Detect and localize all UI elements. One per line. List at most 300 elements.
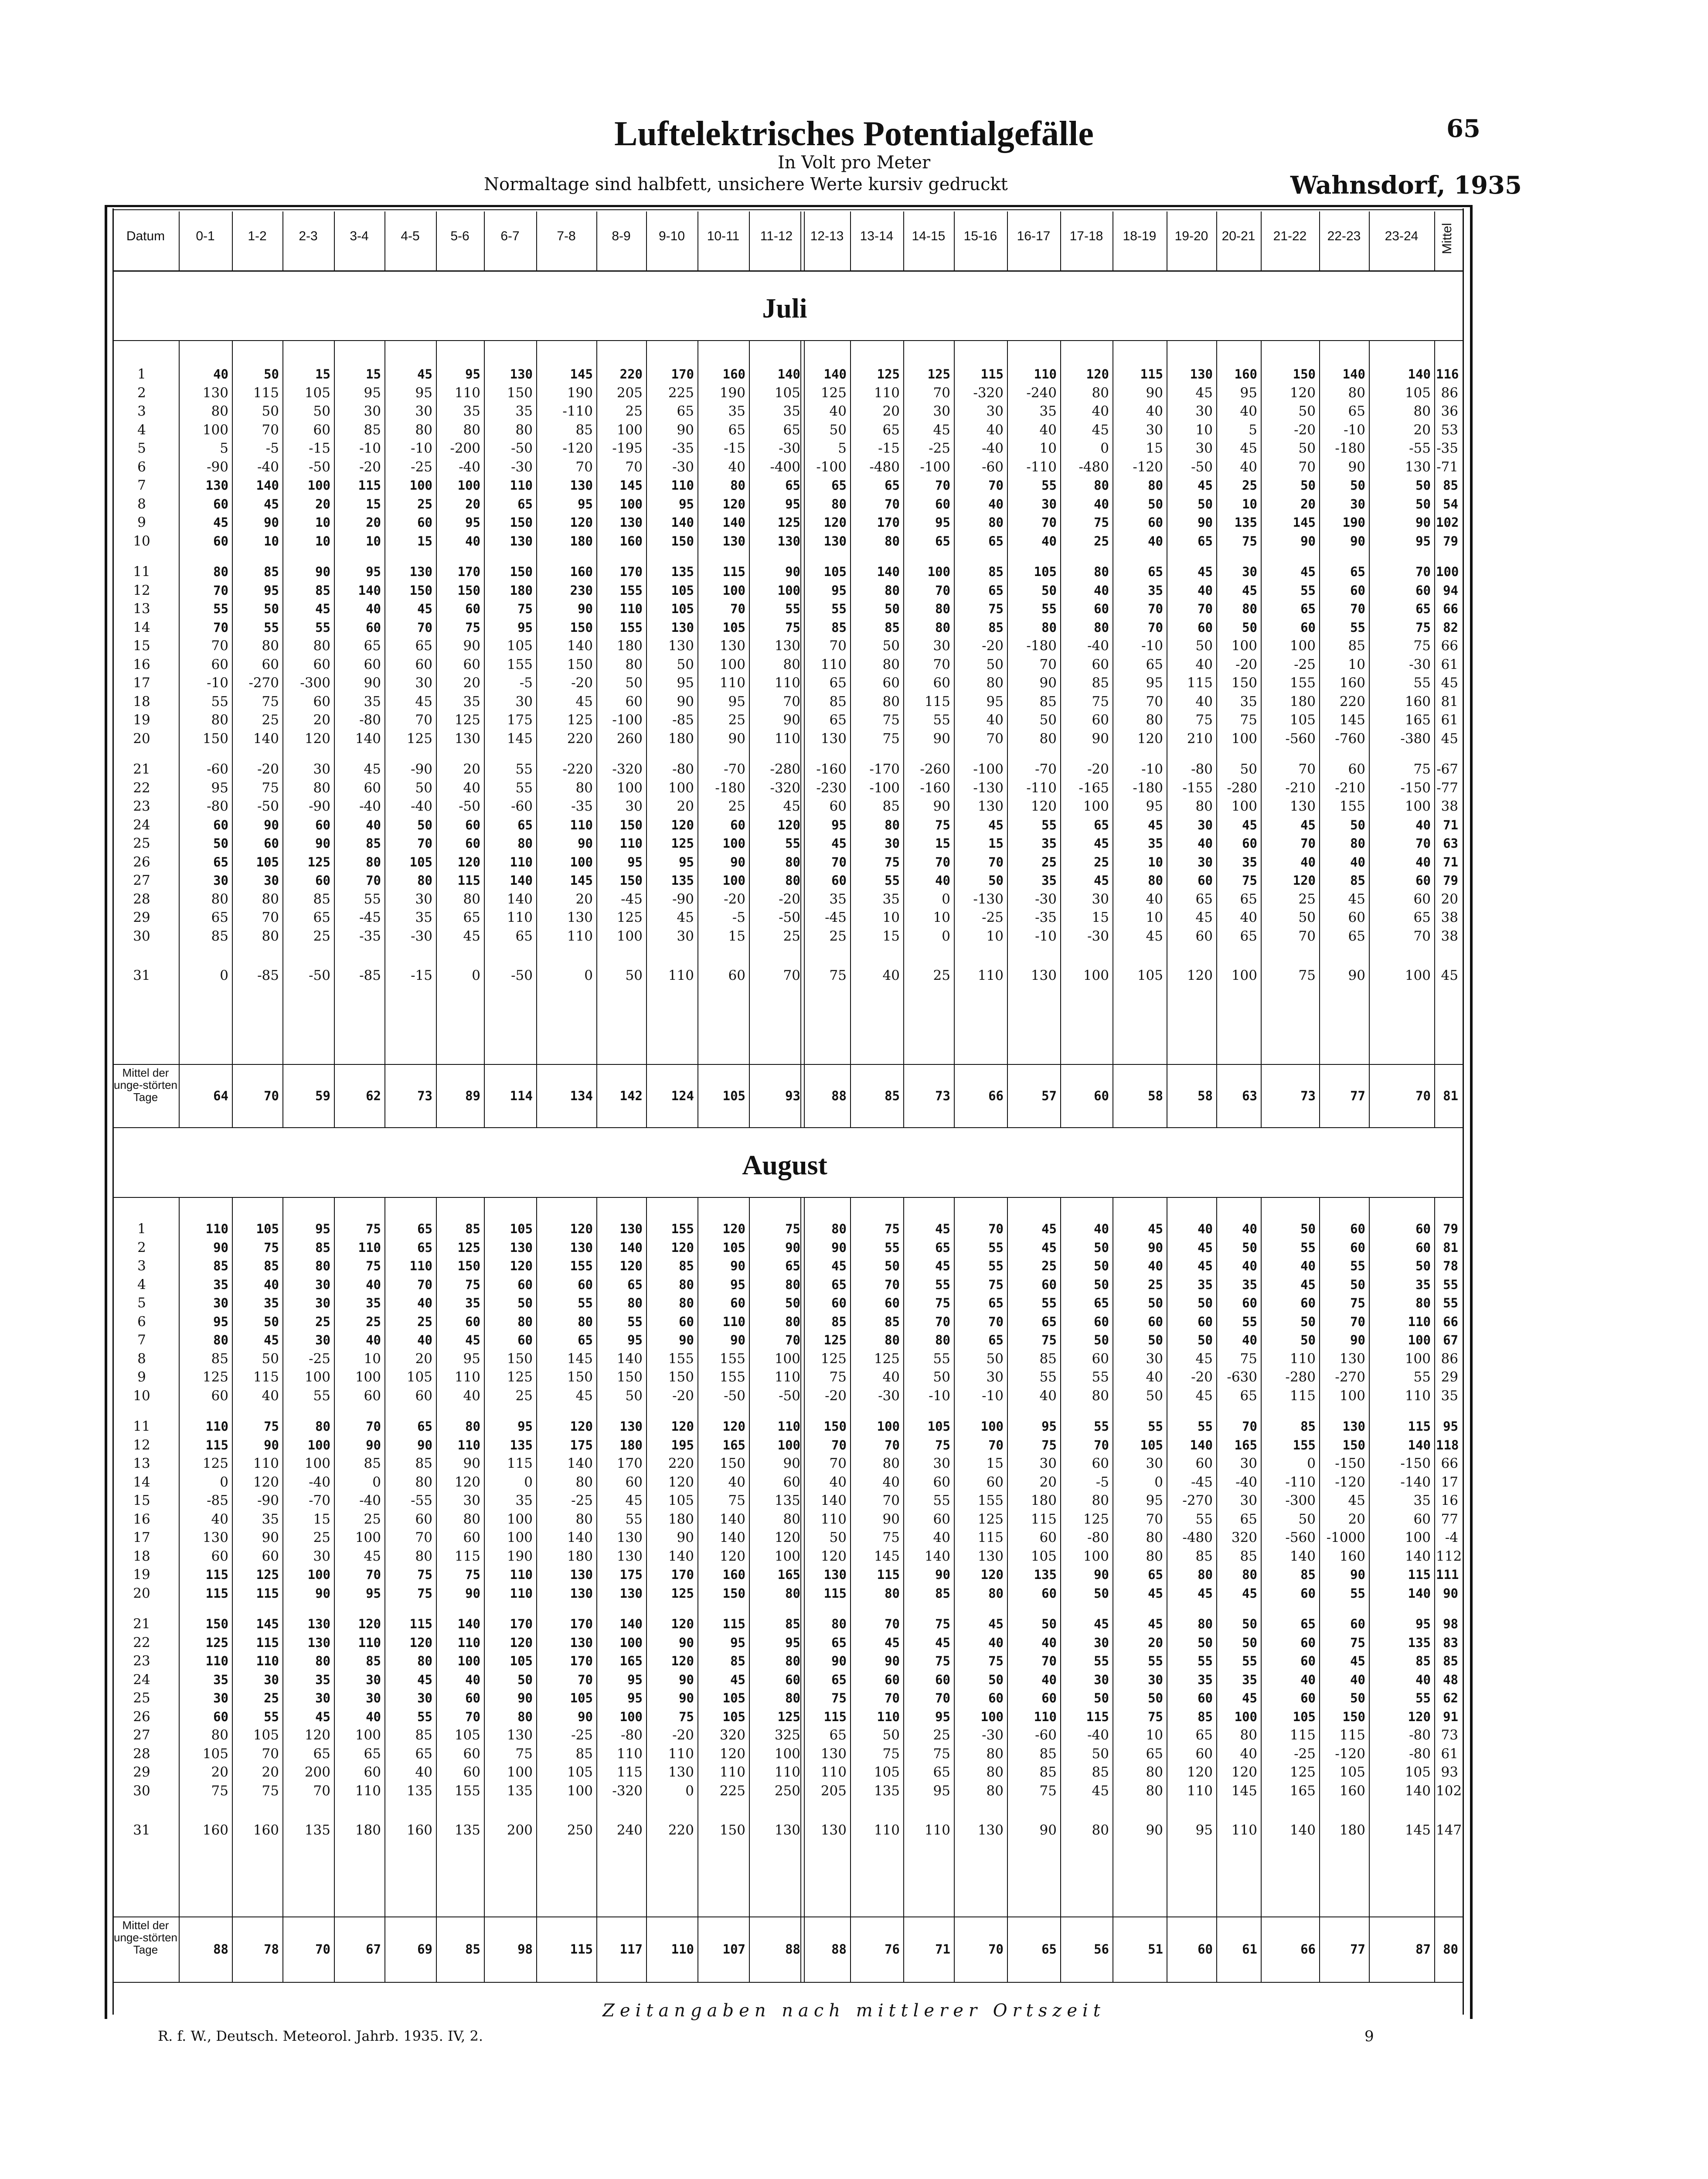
value-cell: 85: [988, 620, 1004, 635]
value-cell: 100: [1408, 1333, 1431, 1347]
row-mean-cell: -35: [1436, 440, 1458, 456]
value-cell: 75: [517, 601, 533, 616]
value-cell: 140: [619, 1240, 643, 1255]
row-mean-cell: 112: [1436, 1548, 1462, 1564]
value-cell: 60: [213, 533, 228, 549]
mean-value-cell: 85: [465, 1942, 480, 1957]
value-cell: 105: [1140, 1437, 1163, 1453]
value-cell: -15: [309, 440, 330, 456]
mean-value-cell: 73: [1300, 1088, 1316, 1103]
mean-value-cell: 65: [1041, 1942, 1057, 1957]
column-header-hour: 6-7: [500, 229, 520, 243]
value-cell: -30: [411, 928, 432, 944]
value-cell: 40: [1198, 583, 1213, 598]
value-cell: 150: [719, 1456, 745, 1471]
value-cell: 40: [1094, 496, 1109, 512]
value-cell: -195: [612, 440, 643, 456]
value-cell: 75: [1195, 712, 1213, 728]
value-cell: 110: [1187, 1783, 1213, 1799]
value-cell: 75: [829, 968, 847, 983]
value-cell: 180: [668, 730, 694, 747]
value-cell: 70: [885, 1437, 900, 1453]
mean-value-cell: 107: [722, 1942, 745, 1957]
value-cell: 45: [1300, 817, 1316, 832]
value-cell: 60: [728, 968, 745, 983]
value-cell: -150: [1335, 1456, 1365, 1471]
value-cell: 110: [253, 1456, 279, 1471]
value-cell: 100: [570, 854, 593, 870]
value-cell: -180: [1133, 780, 1163, 796]
row-mean-cell: 86: [1441, 385, 1458, 401]
row-mean-cell: 38: [1441, 910, 1458, 925]
value-cell: 75: [1298, 968, 1316, 983]
value-cell: 80: [463, 422, 480, 438]
value-cell: 70: [1148, 601, 1163, 616]
value-cell: 65: [988, 1296, 1004, 1310]
row-mean-cell: 85: [1443, 1654, 1458, 1668]
value-cell: 100: [1231, 638, 1257, 654]
value-cell: 175: [507, 712, 533, 728]
value-cell: 130: [777, 533, 800, 549]
value-cell: -60: [1035, 1727, 1057, 1743]
value-cell: 65: [627, 1277, 643, 1292]
value-cell: 40: [1242, 1333, 1257, 1347]
value-cell: 100: [774, 1548, 800, 1564]
value-cell: 80: [415, 1548, 432, 1564]
value-cell: 110: [719, 1764, 745, 1780]
value-cell: 90: [677, 422, 694, 438]
value-cell: 110: [256, 1654, 279, 1668]
value-cell: 60: [1413, 891, 1431, 907]
value-cell: 65: [1195, 891, 1213, 907]
value-cell: 50: [1298, 403, 1316, 419]
value-cell: 0: [942, 891, 950, 907]
value-cell: 40: [1041, 533, 1057, 549]
value-cell: 90: [1350, 1567, 1365, 1582]
value-cell: 75: [882, 1746, 900, 1762]
value-cell: 40: [1300, 1258, 1316, 1273]
value-cell: 30: [213, 1296, 228, 1310]
value-cell: 170: [671, 1567, 694, 1582]
value-cell: -80: [207, 798, 228, 814]
value-cell: 50: [1300, 1314, 1316, 1329]
value-cell: 110: [358, 1635, 381, 1650]
value-cell: 110: [567, 928, 593, 944]
value-cell: 80: [783, 1511, 800, 1527]
value-cell: 120: [1137, 730, 1163, 747]
value-cell: 120: [823, 515, 847, 530]
value-cell: 70: [1148, 620, 1163, 635]
value-cell: 70: [829, 1456, 847, 1471]
value-cell: 120: [671, 1654, 694, 1668]
value-cell: 105: [1339, 1764, 1365, 1780]
value-cell: -40: [1087, 638, 1109, 654]
value-cell: 50: [1094, 1277, 1109, 1292]
value-cell: 105: [406, 1369, 432, 1385]
value-cell: -120: [562, 440, 593, 456]
value-cell: -180: [1026, 638, 1057, 654]
value-cell: 205: [616, 385, 643, 401]
value-cell: 65: [213, 854, 228, 870]
value-cell: 140: [457, 1616, 480, 1631]
value-cell: 120: [719, 1548, 745, 1564]
value-cell: 100: [507, 1530, 533, 1545]
value-cell: 20: [463, 675, 480, 691]
mean-value-cell: 71: [935, 1942, 950, 1957]
value-cell: 80: [986, 1746, 1004, 1762]
value-cell: 45: [1148, 1221, 1163, 1236]
day-label: 28: [133, 1746, 150, 1762]
value-cell: 45: [417, 1672, 432, 1687]
value-cell: 180: [668, 1511, 694, 1527]
grid-line: [903, 341, 904, 1127]
value-cell: 120: [304, 730, 330, 747]
value-cell: 120: [980, 1567, 1004, 1582]
value-cell: 105: [668, 1493, 694, 1508]
value-cell: 75: [1092, 693, 1109, 709]
value-cell: 70: [935, 478, 950, 493]
day-label: 6: [137, 1313, 146, 1330]
value-cell: 155: [1290, 675, 1316, 691]
value-cell: 95: [315, 1221, 330, 1236]
value-cell: 115: [1290, 1727, 1316, 1743]
value-cell: 115: [924, 693, 950, 709]
mean-value-cell: 76: [885, 1942, 900, 1957]
value-cell: 80: [935, 620, 950, 635]
grid-line: [1261, 341, 1262, 1127]
column-header-hour: 4-5: [401, 229, 420, 243]
value-cell: 125: [457, 1240, 480, 1255]
value-cell: 160: [570, 564, 593, 579]
value-cell: 75: [1148, 1709, 1163, 1724]
value-cell: 140: [777, 367, 800, 382]
value-cell: 80: [1094, 478, 1109, 493]
value-cell: 95: [465, 367, 480, 382]
row-mean-cell: 116: [1436, 367, 1459, 382]
value-cell: 170: [457, 564, 480, 579]
value-cell: 40: [1148, 1258, 1163, 1273]
value-cell: 80: [1148, 478, 1163, 493]
value-cell: 85: [1350, 873, 1365, 888]
value-cell: 120: [1408, 1709, 1431, 1724]
value-cell: 90: [264, 817, 279, 832]
value-cell: 45: [1198, 564, 1213, 579]
row-mean-cell: 90: [1443, 1586, 1458, 1601]
mean-value-cell: 58: [1148, 1088, 1163, 1103]
value-cell: 20: [1148, 1635, 1163, 1650]
value-cell: 25: [933, 968, 950, 983]
value-cell: 100: [304, 1369, 330, 1385]
value-cell: -80: [359, 712, 381, 728]
value-cell: 60: [783, 1474, 800, 1490]
value-cell: 100: [719, 656, 745, 672]
column-header-hour: 11-12: [760, 229, 793, 243]
value-cell: 125: [256, 1567, 279, 1582]
value-cell: 25: [1094, 854, 1109, 870]
value-cell: 70: [211, 638, 228, 654]
value-cell: 80: [366, 854, 381, 870]
value-cell: 140: [507, 891, 533, 907]
value-cell: 130: [820, 1822, 847, 1838]
value-cell: 85: [315, 583, 330, 598]
value-cell: 30: [885, 836, 900, 851]
value-cell: 130: [619, 515, 643, 530]
column-header-hour: 10-11: [707, 229, 740, 243]
value-cell: 55: [364, 891, 381, 907]
value-cell: 60: [1413, 1511, 1431, 1527]
value-cell: -85: [359, 968, 381, 983]
value-cell: 55: [1041, 478, 1057, 493]
value-cell: 90: [728, 730, 745, 747]
value-cell: 45: [1094, 873, 1109, 888]
value-cell: 70: [262, 1746, 279, 1762]
value-cell: 85: [575, 1746, 593, 1762]
row-mean-cell: 29: [1441, 1369, 1458, 1385]
value-cell: 60: [625, 693, 643, 709]
value-cell: 80: [213, 1333, 228, 1347]
value-cell: 45: [1148, 1616, 1163, 1631]
value-cell: 80: [213, 564, 228, 579]
value-cell: 80: [211, 712, 228, 728]
value-cell: 65: [1240, 1388, 1257, 1404]
row-mean-cell: 61: [1441, 1746, 1458, 1762]
mean-value-cell: 70: [315, 1942, 330, 1957]
value-cell: 175: [619, 1567, 643, 1582]
value-cell: 105: [671, 601, 694, 616]
value-cell: 40: [1240, 910, 1257, 925]
value-cell: 140: [1405, 1548, 1431, 1564]
grid-line: [384, 341, 385, 1127]
value-cell: 85: [1195, 1548, 1213, 1564]
value-cell: 65: [463, 910, 480, 925]
value-cell: -25: [982, 910, 1004, 925]
value-cell: 110: [619, 601, 643, 616]
value-cell: 120: [510, 1635, 533, 1650]
value-cell: -180: [715, 780, 745, 796]
value-cell: 60: [1041, 1277, 1057, 1292]
value-cell: 40: [986, 712, 1004, 728]
value-cell: -5: [519, 675, 533, 691]
value-cell: 100: [1405, 968, 1431, 983]
row-mean-cell: 85: [1443, 478, 1458, 493]
value-cell: -90: [672, 891, 694, 907]
value-cell: 30: [415, 891, 432, 907]
day-label: 30: [133, 1783, 150, 1799]
value-cell: 50: [415, 780, 432, 796]
value-cell: 10: [882, 910, 900, 925]
value-cell: -50: [309, 968, 330, 983]
value-cell: 50: [986, 1350, 1004, 1367]
value-cell: 60: [1092, 712, 1109, 728]
value-cell: 95: [366, 564, 381, 579]
value-cell: -50: [779, 910, 800, 925]
value-cell: 100: [777, 583, 800, 598]
mean-value-cell: 62: [366, 1088, 381, 1103]
value-cell: 65: [829, 675, 847, 691]
column-header-hour: 15-16: [963, 229, 997, 243]
value-cell: 85: [364, 422, 381, 438]
value-cell: 40: [1146, 403, 1163, 419]
value-cell: 45: [831, 836, 847, 851]
value-cell: 65: [417, 1419, 432, 1434]
value-cell: 50: [1240, 761, 1257, 777]
value-cell: 60: [1198, 873, 1213, 888]
row-mean-cell: 79: [1443, 1221, 1458, 1236]
value-cell: 65: [935, 1240, 950, 1255]
value-cell: 70: [783, 968, 800, 983]
value-cell: 55: [313, 1388, 330, 1404]
value-cell: -25: [309, 1350, 330, 1367]
value-cell: 20: [1348, 1511, 1365, 1527]
value-cell: -10: [1344, 422, 1365, 438]
value-cell: 70: [935, 1314, 950, 1329]
value-cell: 85: [366, 1654, 381, 1668]
value-cell: 80: [313, 638, 330, 654]
value-cell: 80: [885, 533, 900, 549]
grid-line: [954, 1198, 955, 1982]
grid-line: [749, 1198, 750, 1982]
value-cell: 110: [205, 1221, 228, 1236]
value-cell: 65: [1094, 1296, 1109, 1310]
day-label: 23: [133, 1653, 150, 1669]
value-cell: 60: [1094, 1314, 1109, 1329]
value-cell: 75: [211, 1783, 228, 1799]
value-cell: 40: [463, 1388, 480, 1404]
value-cell: 85: [315, 1240, 330, 1255]
value-cell: 145: [1293, 515, 1316, 530]
value-cell: 50: [988, 1672, 1004, 1687]
value-cell: 80: [783, 656, 800, 672]
value-cell: -280: [770, 761, 800, 777]
value-cell: 45: [575, 1388, 593, 1404]
value-cell: 140: [256, 478, 279, 493]
value-cell: 110: [510, 1586, 533, 1601]
day-label: 5: [137, 1295, 146, 1311]
value-cell: 55: [1148, 1654, 1163, 1668]
value-cell: 20: [1039, 1474, 1057, 1490]
value-cell: 220: [668, 1822, 694, 1838]
value-cell: 60: [313, 656, 330, 672]
value-cell: 110: [457, 1437, 480, 1453]
row-mean-cell: 82: [1443, 620, 1458, 635]
row-mean-cell: 66: [1441, 638, 1458, 654]
value-cell: 165: [722, 1437, 745, 1453]
value-cell: 45: [831, 1258, 847, 1273]
value-cell: 50: [1415, 1258, 1431, 1273]
value-cell: 160: [1234, 367, 1257, 382]
value-cell: 30: [366, 1691, 381, 1705]
value-cell: 320: [719, 1727, 745, 1743]
value-cell: 15: [366, 367, 381, 382]
value-cell: 95: [1240, 385, 1257, 401]
value-cell: 110: [510, 854, 533, 870]
value-cell: 65: [415, 1746, 432, 1762]
value-cell: 130: [1290, 798, 1316, 814]
value-cell: 45: [1348, 1493, 1365, 1508]
value-cell: 80: [1146, 1764, 1163, 1780]
value-cell: 60: [1195, 928, 1213, 944]
value-cell: 30: [315, 1691, 330, 1705]
day-label: 19: [133, 712, 150, 728]
value-cell: 70: [1413, 928, 1431, 944]
value-cell: -45: [359, 910, 381, 925]
value-cell: 40: [988, 1635, 1004, 1650]
value-cell: 50: [1415, 478, 1431, 493]
value-cell: -35: [571, 798, 593, 814]
day-label: 15: [133, 1493, 150, 1508]
value-cell: 50: [262, 403, 279, 419]
value-cell: 130: [510, 533, 533, 549]
value-cell: 60: [315, 873, 330, 888]
grid-line: [800, 1198, 801, 1982]
value-cell: 20: [882, 403, 900, 419]
row-mean-cell: 98: [1443, 1616, 1458, 1631]
value-cell: 85: [1300, 1567, 1316, 1582]
value-cell: 60: [211, 1548, 228, 1564]
value-cell: -30: [672, 459, 694, 475]
value-cell: 40: [463, 780, 480, 796]
day-label: 13: [133, 601, 150, 617]
value-cell: 35: [1041, 873, 1057, 888]
value-cell: 90: [264, 515, 279, 530]
value-cell: 155: [1293, 1437, 1316, 1453]
value-cell: 60: [1148, 515, 1163, 530]
value-cell: 30: [1240, 1493, 1257, 1508]
grid-line: [112, 1064, 1463, 1065]
value-cell: 30: [1240, 1456, 1257, 1471]
mean-value-cell: 63: [1242, 1088, 1257, 1103]
value-cell: 60: [882, 675, 900, 691]
row-mean-cell: 61: [1441, 656, 1458, 672]
value-cell: 60: [1415, 1221, 1431, 1236]
row-mean-cell: -4: [1445, 1530, 1458, 1545]
value-cell: 70: [415, 712, 432, 728]
value-cell: 85: [364, 1456, 381, 1471]
mean-value-cell: 88: [831, 1942, 847, 1957]
value-cell: 40: [1198, 1221, 1213, 1236]
grid-line: [1216, 341, 1217, 1127]
value-cell: -480: [869, 459, 900, 475]
value-cell: -155: [1182, 780, 1213, 796]
value-cell: 125: [406, 730, 432, 747]
row-mean-cell: 38: [1441, 928, 1458, 944]
mean-value-cell: 69: [417, 1942, 432, 1957]
value-cell: 50: [262, 1350, 279, 1367]
value-cell: 50: [1148, 496, 1163, 512]
value-cell: 115: [256, 1586, 279, 1601]
value-cell: 50: [1041, 583, 1057, 598]
value-cell: 140: [877, 564, 900, 579]
value-cell: 170: [616, 1456, 643, 1471]
value-cell: 50: [1041, 1616, 1057, 1631]
value-cell: 130: [977, 1822, 1004, 1838]
value-cell: 130: [570, 1586, 593, 1601]
value-cell: 30: [1039, 1456, 1057, 1471]
value-cell: 80: [1146, 1548, 1163, 1564]
grid-line: [646, 341, 647, 1127]
value-cell: 80: [1242, 601, 1257, 616]
value-cell: 95: [627, 854, 643, 870]
value-cell: 80: [575, 1511, 593, 1527]
value-cell: 55: [1198, 1654, 1213, 1668]
value-cell: 45: [1195, 910, 1213, 925]
value-cell: -20: [359, 459, 381, 475]
value-cell: 160: [722, 367, 745, 382]
value-cell: 120: [722, 496, 745, 512]
value-cell: 125: [777, 515, 800, 530]
value-cell: 160: [1339, 1548, 1365, 1564]
value-cell: 160: [1405, 693, 1431, 709]
